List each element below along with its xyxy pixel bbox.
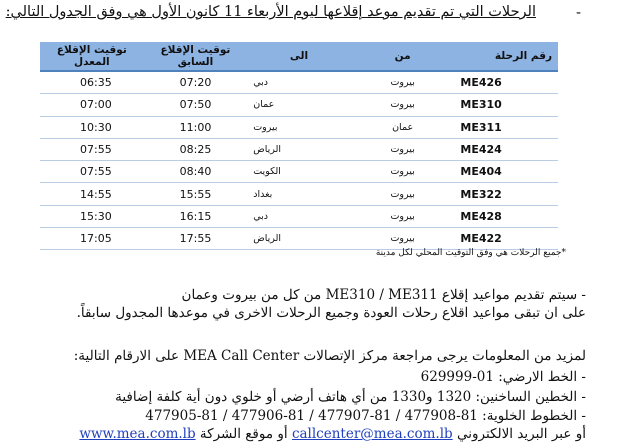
cell-previous-time: 16:15 [144, 205, 248, 227]
cell-to: عمان [247, 94, 351, 116]
header-previous-time: توقيت الإقلاع السابق [144, 42, 248, 71]
cell-flight: ME424 [454, 138, 558, 160]
cell-previous-time: 07:20 [144, 71, 248, 94]
cell-flight: ME428 [454, 205, 558, 227]
cell-new-time: 06:35 [40, 71, 144, 94]
website-link[interactable]: www.mea.com.lb [79, 426, 196, 442]
contact-hotline: - الخطين الساخنين: 1320 و1330 من أي هاتف أرضي أو خلوي دون أية كلفة إضافية [115, 389, 586, 405]
cell-from: بيروت [351, 183, 455, 205]
cell-to: بيروت [247, 116, 351, 138]
table-row [40, 116, 558, 138]
cell-from: بيروت [351, 138, 455, 160]
cell-new-time: 07:00 [40, 94, 144, 116]
header-new-time: توقيت الإقلاع المعدل [40, 42, 144, 71]
cell-from: بيروت [351, 228, 455, 250]
email-prefix: أو عبر البريد الالكتروني [456, 426, 586, 442]
cell-previous-time: 07:50 [144, 94, 248, 116]
cell-previous-time: 08:40 [144, 161, 248, 183]
cell-new-time: 14:55 [40, 183, 144, 205]
table-header-row [40, 42, 558, 71]
contact-mobile: - الخطوط الخلوية: 81-477908 / 81-477907 / 81-477906 / 81-477905 [145, 408, 586, 424]
contact-landline: - الخط الارضي: 01-629999 [420, 369, 586, 385]
cell-to: دبي [247, 71, 351, 94]
table-row [40, 205, 558, 227]
table-row [40, 161, 558, 183]
cell-flight: ME322 [454, 183, 558, 205]
cell-previous-time: 17:55 [144, 228, 248, 250]
cell-new-time: 17:05 [40, 228, 144, 250]
site-prefix: أو موقع الشركة [199, 426, 288, 442]
email-link[interactable]: callcenter@mea.com.lb [291, 426, 453, 442]
cell-from: بيروت [351, 205, 455, 227]
table-row [40, 228, 558, 250]
timezone-footnote: *جميع الرحلات هي وفق التوقيت المحلي لكل مدينة [375, 248, 566, 258]
header-from: من [351, 42, 455, 71]
heading-dash: - [576, 3, 582, 21]
cell-to: الكويت [247, 161, 351, 183]
notice-line-1: - سيتم تقديم مواعيد إقلاع ME310 / ME311 من كل من بيروت وعمان [181, 287, 586, 303]
cell-previous-time: 11:00 [144, 116, 248, 138]
contact-intro: لمزيد من المعلومات يرجى مراجعة مركز الإتصالات MEA Call Center على الارقام التالية: [73, 348, 586, 364]
cell-from: بيروت [351, 71, 455, 94]
header-flight-number: رقم الرحلة [454, 42, 558, 71]
cell-flight: ME310 [454, 94, 558, 116]
table-row [40, 138, 558, 160]
cell-from: عمان [351, 116, 455, 138]
cell-from: بيروت [351, 161, 455, 183]
table-row [40, 94, 558, 116]
contact-online [79, 426, 586, 442]
cell-to: الرياض [247, 228, 351, 250]
header-to: الى [247, 42, 351, 71]
cell-previous-time: 15:55 [144, 183, 248, 205]
cell-to: الرياض [247, 138, 351, 160]
cell-from: بيروت [351, 94, 455, 116]
flight-schedule-table [40, 42, 558, 250]
cell-flight: ME422 [454, 228, 558, 250]
cell-flight: ME426 [454, 71, 558, 94]
cell-new-time: 15:30 [40, 205, 144, 227]
cell-new-time: 07:55 [40, 161, 144, 183]
cell-flight: ME311 [454, 116, 558, 138]
table-row [40, 71, 558, 94]
table-row [40, 183, 558, 205]
cell-new-time: 07:55 [40, 138, 144, 160]
page-heading: الرحلات التي تم تقديم موعد إقلاعها ليوم الأربعاء 11 كانون الأول هي وفق الجدول التالي: [5, 4, 536, 20]
cell-to: بغداد [247, 183, 351, 205]
cell-to: دبي [247, 205, 351, 227]
notice-line-2: على ان تبقى مواعيد اقلاع رحلات العودة وجميع الرحلات الاخرى في موعدها المجدول سابقاً. [76, 305, 586, 321]
cell-flight: ME404 [454, 161, 558, 183]
cell-new-time: 10:30 [40, 116, 144, 138]
cell-previous-time: 08:25 [144, 138, 248, 160]
